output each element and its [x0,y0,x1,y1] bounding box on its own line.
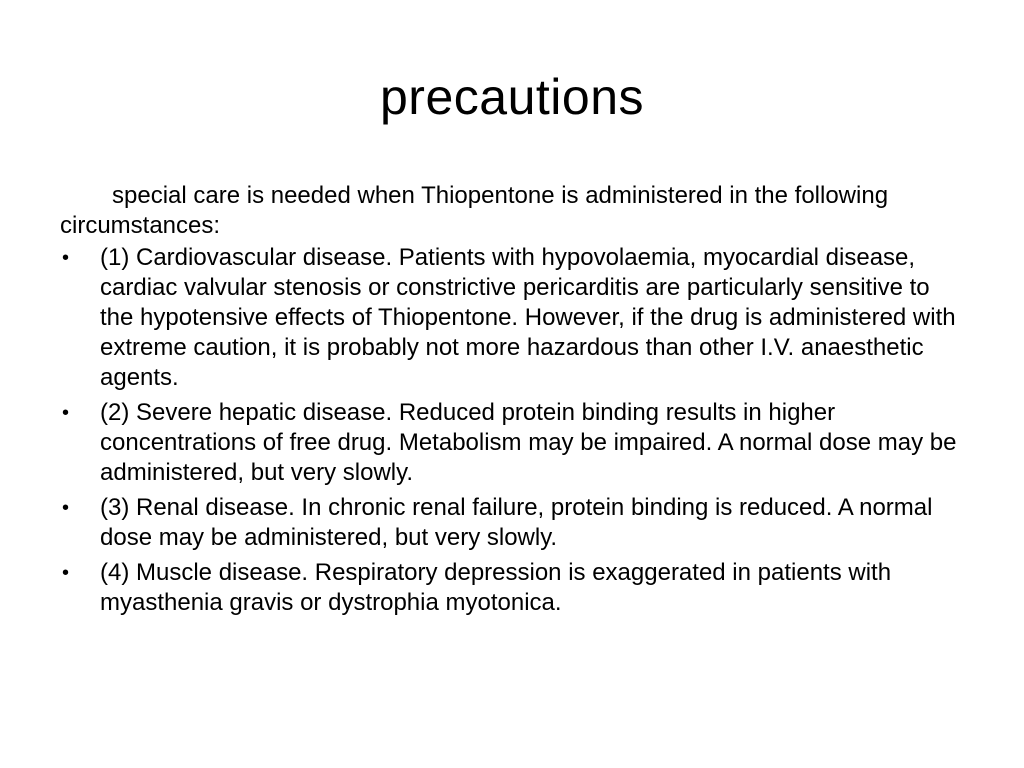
list-item [60,493,960,553]
list-item-text: (2) Severe hepatic disease. Reduced protein binding results in higher concentrations of free drug. Metabolism may be impaired. A normal dose may be administered, but very slowly. [100,399,957,486]
bullet-icon: • [62,562,70,584]
slide-title: precautions [380,69,644,125]
bullet-icon: • [62,247,70,269]
bullet-icon: • [62,497,70,519]
bullet-list [60,243,960,618]
list-item [60,398,960,488]
list-item-text: (1) Cardiovascular disease. Patients with hypovolaemia, myocardial disease, cardiac valvular stenosis or constrictive pericarditis are particularly sensitive to the hypotensive effects of Thiopentone. However, if the drug is administered with extreme caution, it is probably not more hazardous than other I.V. anaesthetic agents. [100,244,956,391]
slide-body [60,181,960,623]
list-item-text: (3) Renal disease. In chronic renal failure, protein binding is reduced. A normal dose may be administered, but very slowly. [100,494,933,551]
list-item-text: (4) Muscle disease. Respiratory depression is exaggerated in patients with myasthenia gravis or dystrophia myotonica. [100,559,892,616]
bullet-icon: • [62,402,70,424]
list-item [60,558,960,618]
list-item [60,243,960,393]
intro-paragraph: special care is needed when Thiopentone is administered in the following circumstances: [60,182,889,239]
